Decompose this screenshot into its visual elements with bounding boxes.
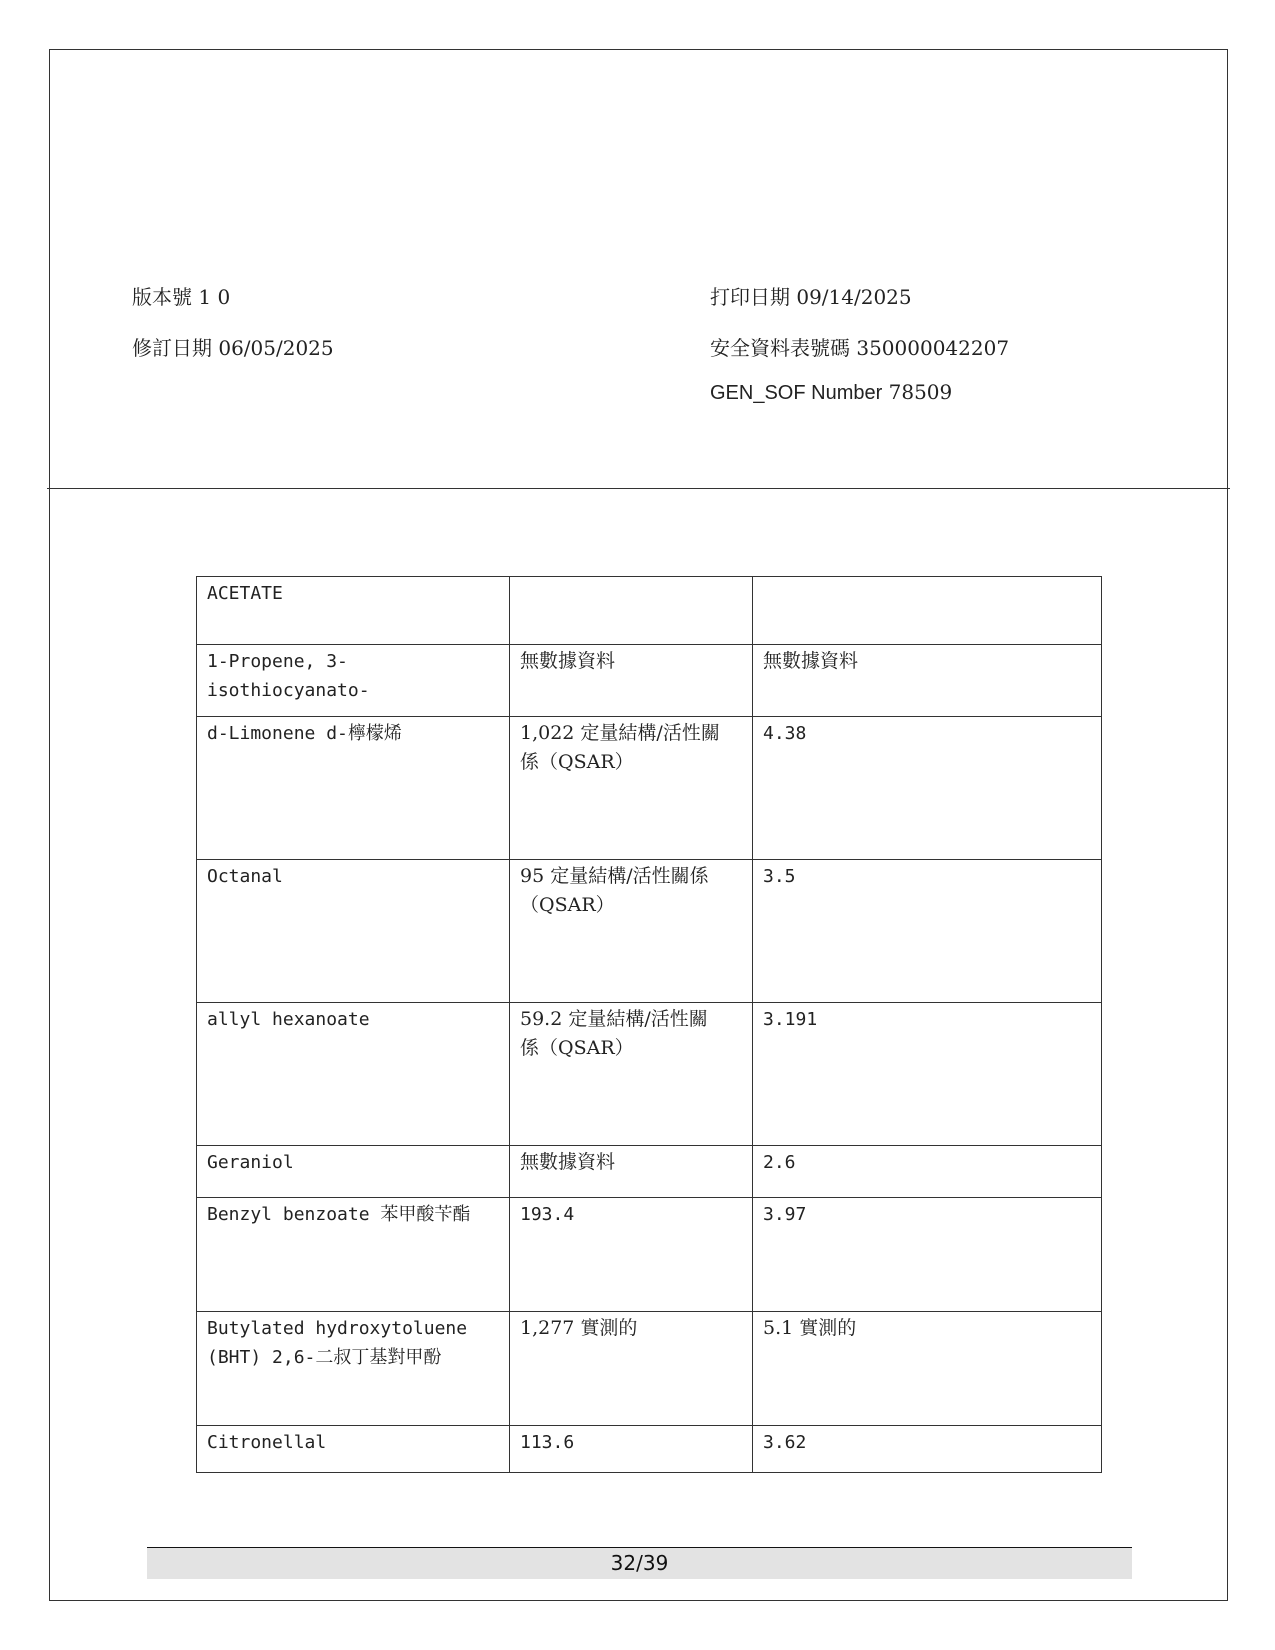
table-row [197, 1198, 1102, 1312]
table-cell-value: 1,022 定量結構/活性關 係（QSAR） [510, 717, 753, 860]
table-row [197, 1312, 1102, 1426]
table-cell-value: 193.4 [510, 1198, 753, 1312]
table-cell-value: 3.191 [753, 1003, 1102, 1146]
table-cell-substance: allyl hexanoate [197, 1003, 510, 1146]
version-value: 1 0 [198, 285, 231, 309]
gen-sof-number-label: GEN_SOF Number [710, 382, 883, 404]
table-cell-value: 5.1 實測的 [753, 1312, 1102, 1426]
table-cell-substance: Citronellal [197, 1426, 510, 1473]
revision-date-value: 06/05/2025 [218, 336, 334, 360]
table-cell-substance: d-Limonene d-檸檬烯 [197, 717, 510, 860]
version-label: 版本號 [132, 285, 192, 309]
gen-sof-number-line [710, 380, 952, 405]
page-footer [147, 1547, 1132, 1579]
table-cell-value: 3.62 [753, 1426, 1102, 1473]
table-cell-value: 59.2 定量結構/活性關 係（QSAR） [510, 1003, 753, 1146]
table-cell-substance: Benzyl benzoate 苯甲酸苄酯 [197, 1198, 510, 1312]
table-cell-value: 無數據資料 [753, 645, 1102, 717]
table-row [197, 860, 1102, 1003]
table-cell-substance: ACETATE [197, 577, 510, 645]
table-cell-substance: Octanal [197, 860, 510, 1003]
table-cell-value: 無數據資料 [510, 645, 753, 717]
print-date-line [710, 285, 912, 309]
component-data-table [196, 576, 1102, 1473]
table-cell-value [510, 577, 753, 645]
revision-date-label: 修訂日期 [132, 336, 212, 360]
table-row [197, 1426, 1102, 1473]
table-cell-value: 1,277 實測的 [510, 1312, 753, 1426]
table-cell-substance: 1-Propene, 3- isothiocyanato- [197, 645, 510, 717]
sds-number-value: 350000042207 [856, 336, 1010, 360]
header-divider [47, 488, 1230, 489]
table-row [197, 717, 1102, 860]
revision-date-line [132, 336, 334, 360]
table-cell-value: 113.6 [510, 1426, 753, 1473]
table-row [197, 1146, 1102, 1198]
sds-number-line [710, 336, 1009, 360]
table-row [197, 577, 1102, 645]
table-row [197, 1003, 1102, 1146]
table-cell-value: 95 定量結構/活性關係 （QSAR） [510, 860, 753, 1003]
table-cell-substance: Geraniol [197, 1146, 510, 1198]
table-cell-value: 2.6 [753, 1146, 1102, 1198]
table-cell-value: 3.97 [753, 1198, 1102, 1312]
table-cell-value [753, 577, 1102, 645]
table-cell-value: 無數據資料 [510, 1146, 753, 1198]
page-number: 32/39 [610, 1551, 669, 1575]
table-cell-value: 3.5 [753, 860, 1102, 1003]
version-line [132, 285, 230, 309]
print-date-value: 09/14/2025 [796, 285, 912, 309]
table-cell-value: 4.38 [753, 717, 1102, 860]
table-row [197, 645, 1102, 717]
gen-sof-number-value: 78509 [888, 380, 953, 404]
print-date-label: 打印日期 [710, 285, 790, 309]
sds-number-label: 安全資料表號碼 [710, 336, 850, 360]
table-cell-substance: Butylated hydroxytoluene (BHT) 2,6-二叔丁基對甲酚 [197, 1312, 510, 1426]
